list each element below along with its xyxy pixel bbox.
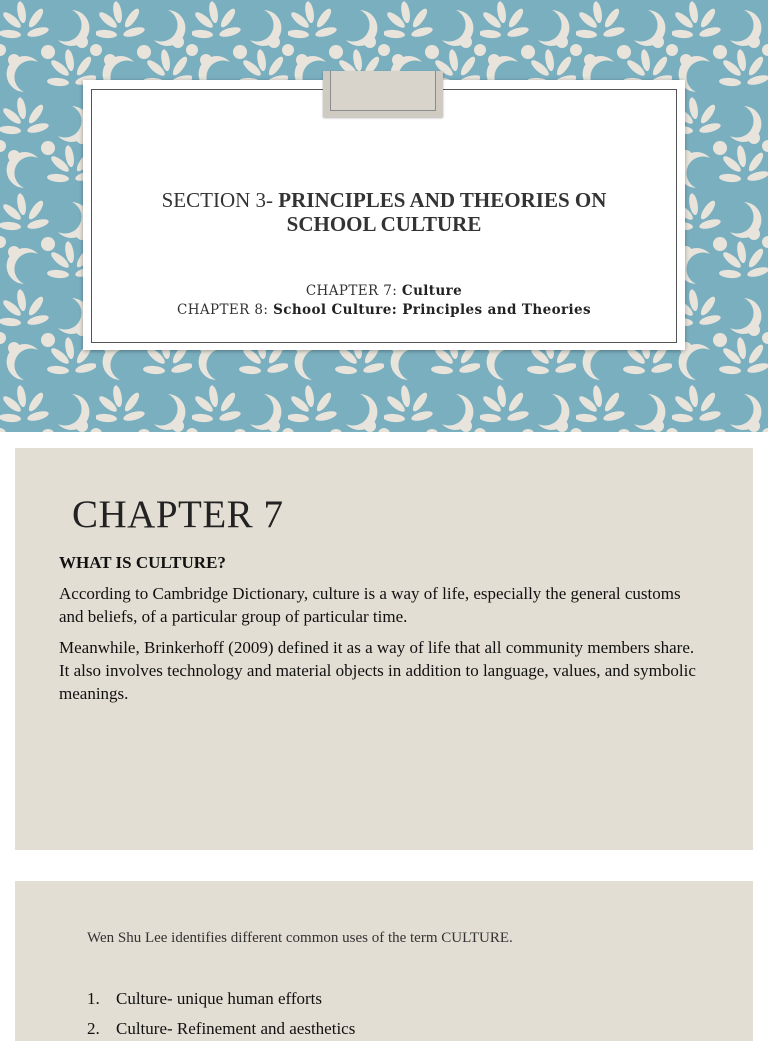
chapter7-prefix: CHAPTER 7: (305, 283, 402, 299)
question-heading: WHAT IS CULTURE? (59, 553, 226, 572)
section-title-line2: SCHOOL CULTURE (286, 212, 482, 236)
chapter7-title: Culture (401, 283, 463, 299)
list-item-text: Culture- unique human efforts (116, 989, 323, 1008)
section-label: SECTION 3- (161, 188, 279, 212)
chapter8-title: School Culture: Principles and Theories (273, 302, 592, 318)
list-item (87, 989, 322, 1009)
chapter-heading: CHAPTER 7 (72, 493, 284, 536)
chapter-slide (15, 448, 753, 850)
title-card-tab (323, 71, 443, 117)
chapter8-prefix: CHAPTER 8: (176, 302, 274, 318)
title-card (83, 80, 685, 350)
uses-intro: Wen Shu Lee identifies different common uses of the term CULTURE. (87, 930, 513, 946)
list-item (87, 1019, 355, 1039)
paragraph-brinkerhoff: Meanwhile, Brinkerhoff (2009) defined it as a way of life that all community members share. It also involves technology and material objects in addition to language, values, and symbolic meanings. (59, 638, 696, 703)
list-item-text: Culture- Refinement and aesthetics (116, 1019, 356, 1038)
section-title (83, 188, 685, 236)
title-card-tab-inner (330, 71, 436, 111)
chapter8-line (83, 301, 685, 320)
title-slide (0, 0, 768, 432)
list-item-number: 2. (87, 1019, 100, 1038)
section-title-bold: PRINCIPLES AND THEORIES ON (278, 188, 607, 212)
chapter-list (83, 282, 685, 320)
list-item-number: 1. (87, 989, 100, 1008)
culture-uses-slide (15, 881, 753, 1041)
paragraph-definition: According to Cambridge Dictionary, culture is a way of life, especially the general customs and beliefs, of a particular group of particular time. (59, 584, 681, 626)
chapter7-line (83, 282, 685, 301)
